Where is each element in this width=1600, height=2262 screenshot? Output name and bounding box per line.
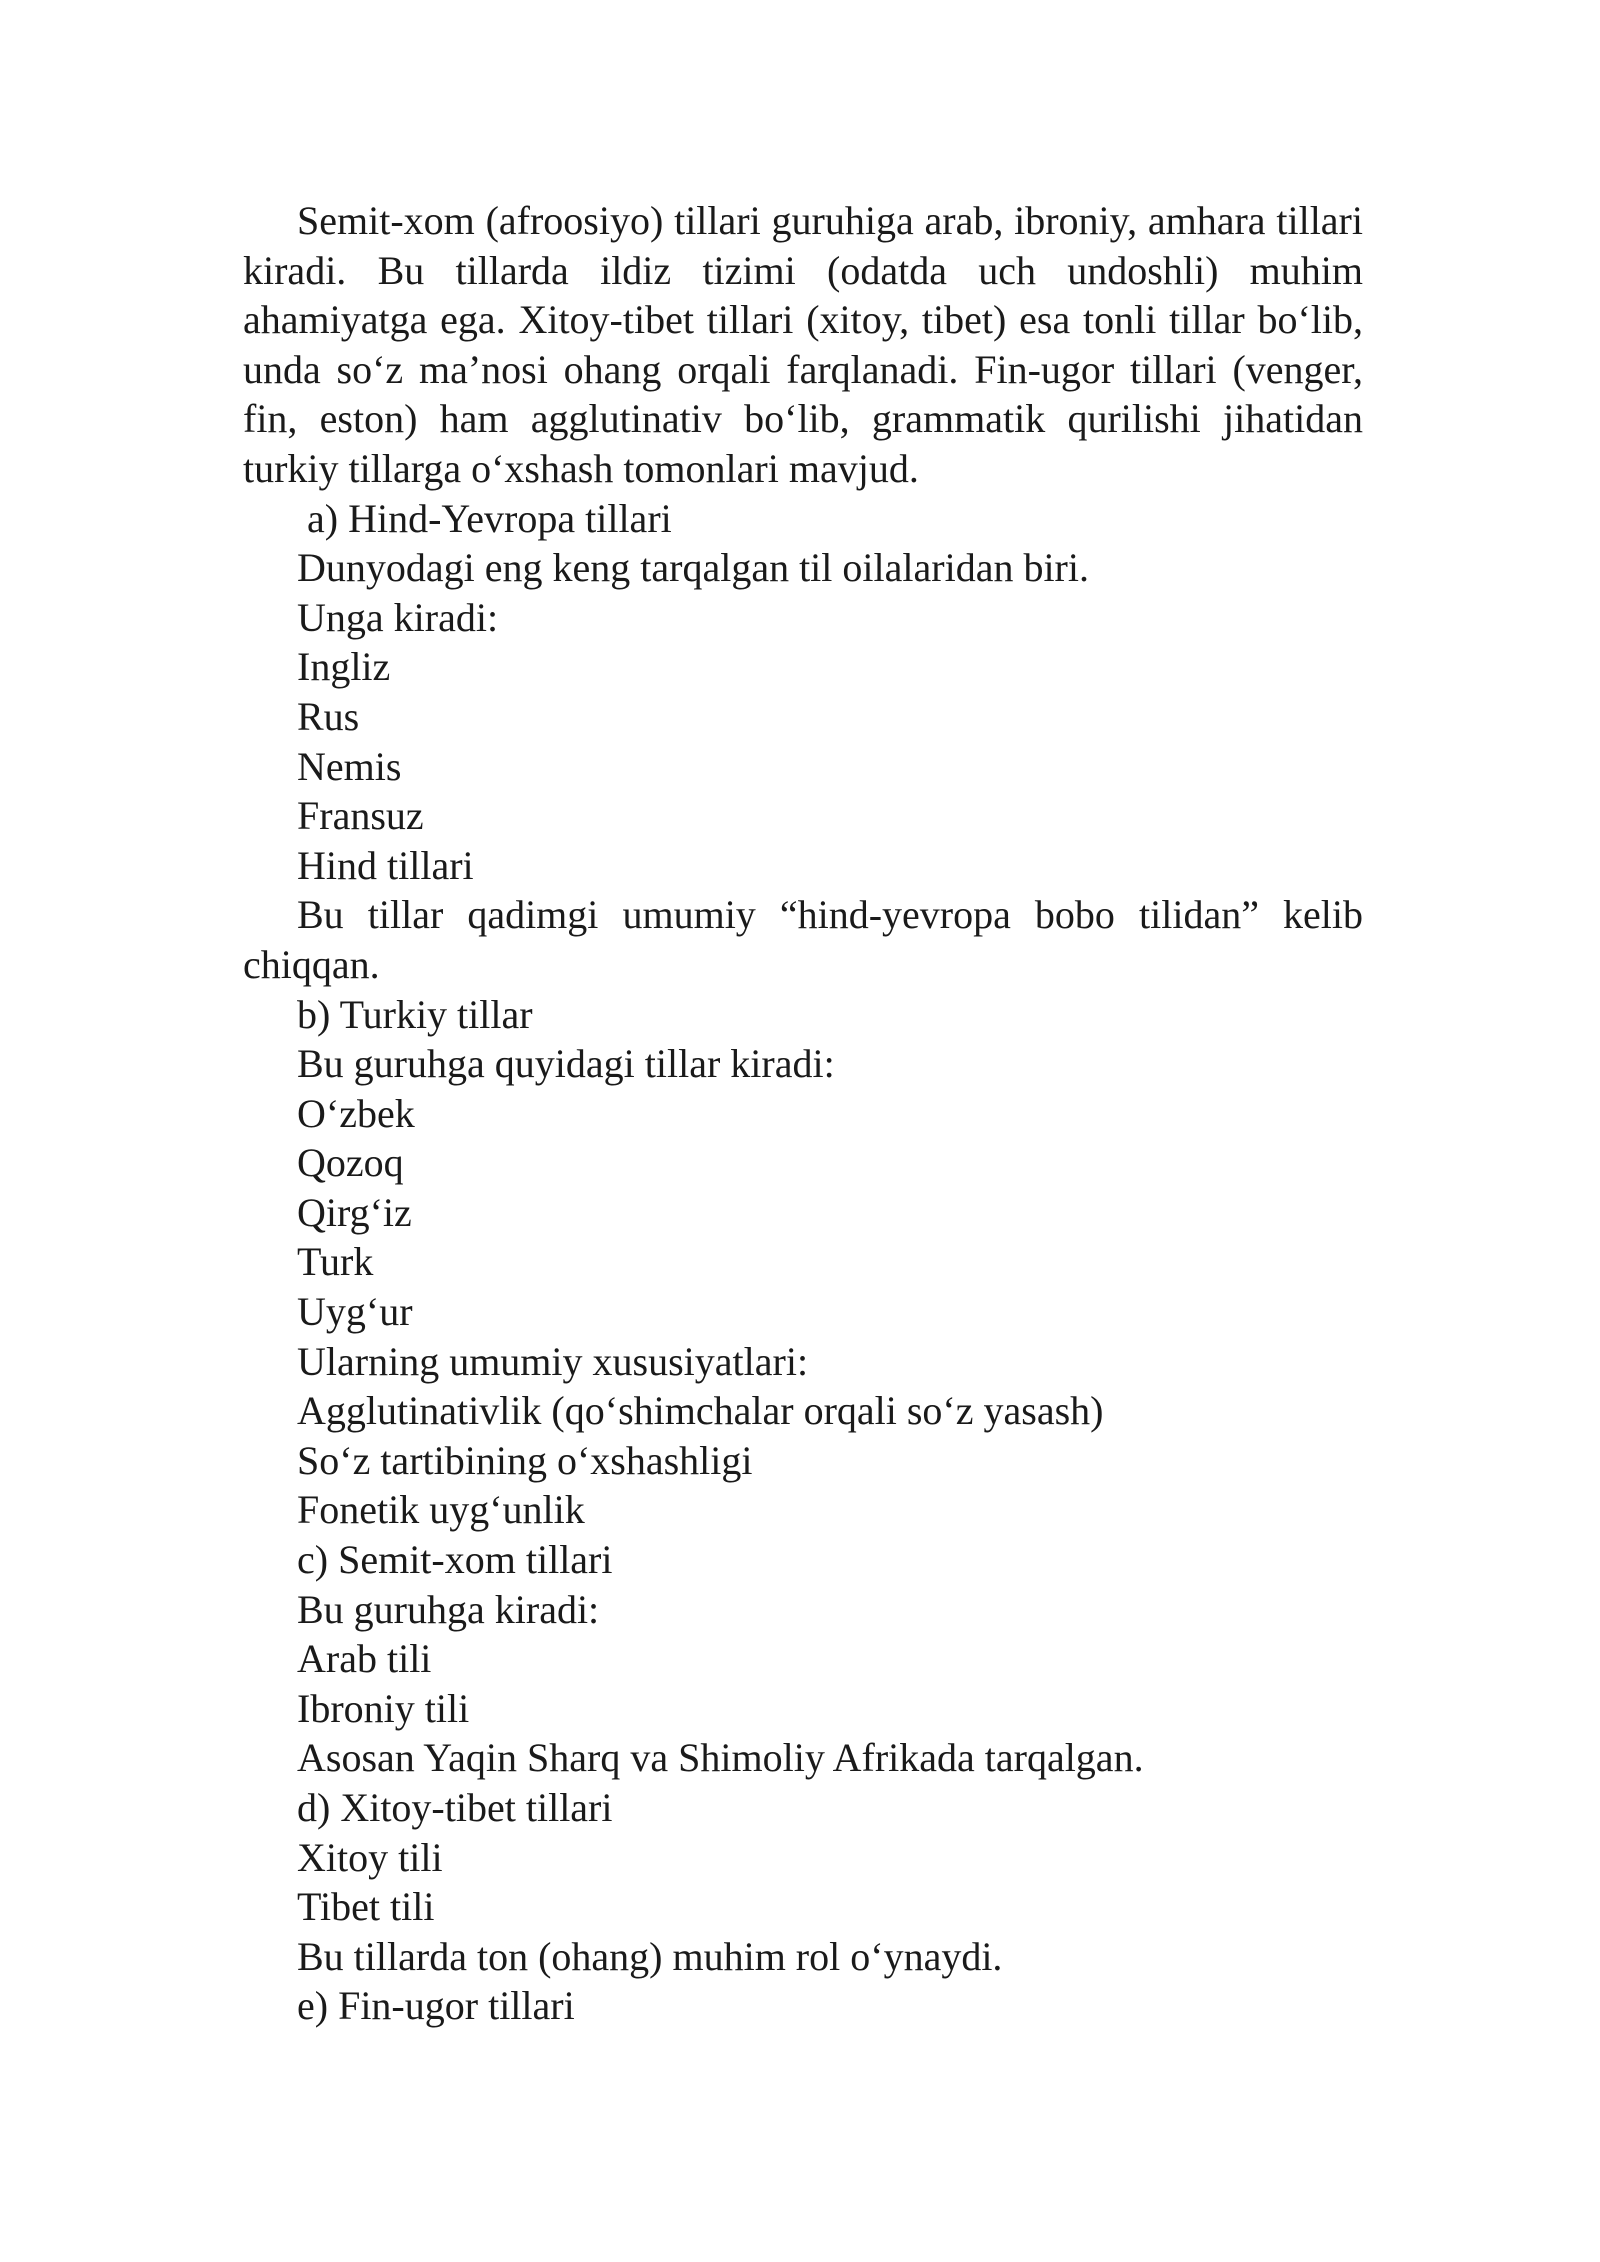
list-item: Hind tillari	[297, 842, 474, 888]
section-c-conclusion: Asosan Yaqin Sharq va Shimoliy Afrikada tarqalgan.	[297, 1735, 1144, 1781]
section-b-heading: b) Turkiy tillar	[297, 991, 533, 1037]
feature-item: Agglutinativlik (qo‘shimchalar orqali so‘z yasash)	[297, 1388, 1104, 1434]
list-item: Xitoy tili	[297, 1834, 443, 1880]
section-d-heading: d) Xitoy-tibet tillari	[297, 1785, 613, 1830]
list-item: Arab tili	[297, 1636, 432, 1682]
list-item: Ibroniy tili	[297, 1685, 470, 1731]
section-d-conclusion: Bu tillarda ton (ohang) muhim rol o‘ynaydi.	[297, 1933, 1003, 1979]
section-b-features-intro: Ularning umumiy xususiyatlari:	[297, 1338, 809, 1384]
list-item: O‘zbek	[297, 1090, 415, 1136]
list-item: Qozoq	[297, 1140, 404, 1186]
feature-item: Fonetik uyg‘unlik	[297, 1487, 585, 1533]
document-body	[243, 196, 1363, 2031]
list-item: Uyg‘ur	[297, 1289, 413, 1335]
intro-paragraph: Semit-xom (afroosiyo) tillari guruhiga arab, ibroniy, amhara tillari kiradi. Bu tillarda ildiz tizimi (odatda uch undoshli) muhim ahamiyatga ega. Xitoy-tibet tillari (xitoy, tibet) esa tonli tillar bo‘lib, unda so‘z ma’nosi ohang orqali farqlanadi. Fin-ugor tillari (venger, fin, eston) ham agglutinativ bo‘lib, grammatik qurilishi jihatidan turkiy tillarga o‘xshash tomonlari mavjud.	[243, 198, 1363, 491]
section-b-list-intro: Bu guruhga quyidagi tillar kiradi:	[297, 1041, 835, 1087]
list-item: Tibet tili	[297, 1884, 435, 1930]
list-item: Fransuz	[297, 793, 424, 839]
section-e-heading: e) Fin-ugor tillari	[297, 1983, 575, 2029]
section-a-heading: a) Hind-Yevropa tillari	[307, 495, 672, 541]
section-c-heading: c) Semit-xom tillari	[297, 1537, 613, 1583]
feature-item: So‘z tartibining o‘xshashligi	[297, 1437, 753, 1483]
section-a-list-intro: Unga kiradi:	[297, 594, 499, 640]
list-item: Ingliz	[297, 644, 391, 690]
section-c-list-intro: Bu guruhga kiradi:	[297, 1586, 600, 1632]
list-item: Rus	[297, 693, 360, 739]
section-a-conclusion: Bu tillar qadimgi umumiy “hind-yevropa bobo tilidan” kelib chiqqan.	[243, 892, 1363, 987]
section-a-description: Dunyodagi eng keng tarqalgan til oilalaridan biri.	[297, 545, 1089, 591]
list-item: Nemis	[297, 743, 402, 789]
list-item: Turk	[297, 1239, 374, 1285]
list-item: Qirg‘iz	[297, 1189, 412, 1235]
